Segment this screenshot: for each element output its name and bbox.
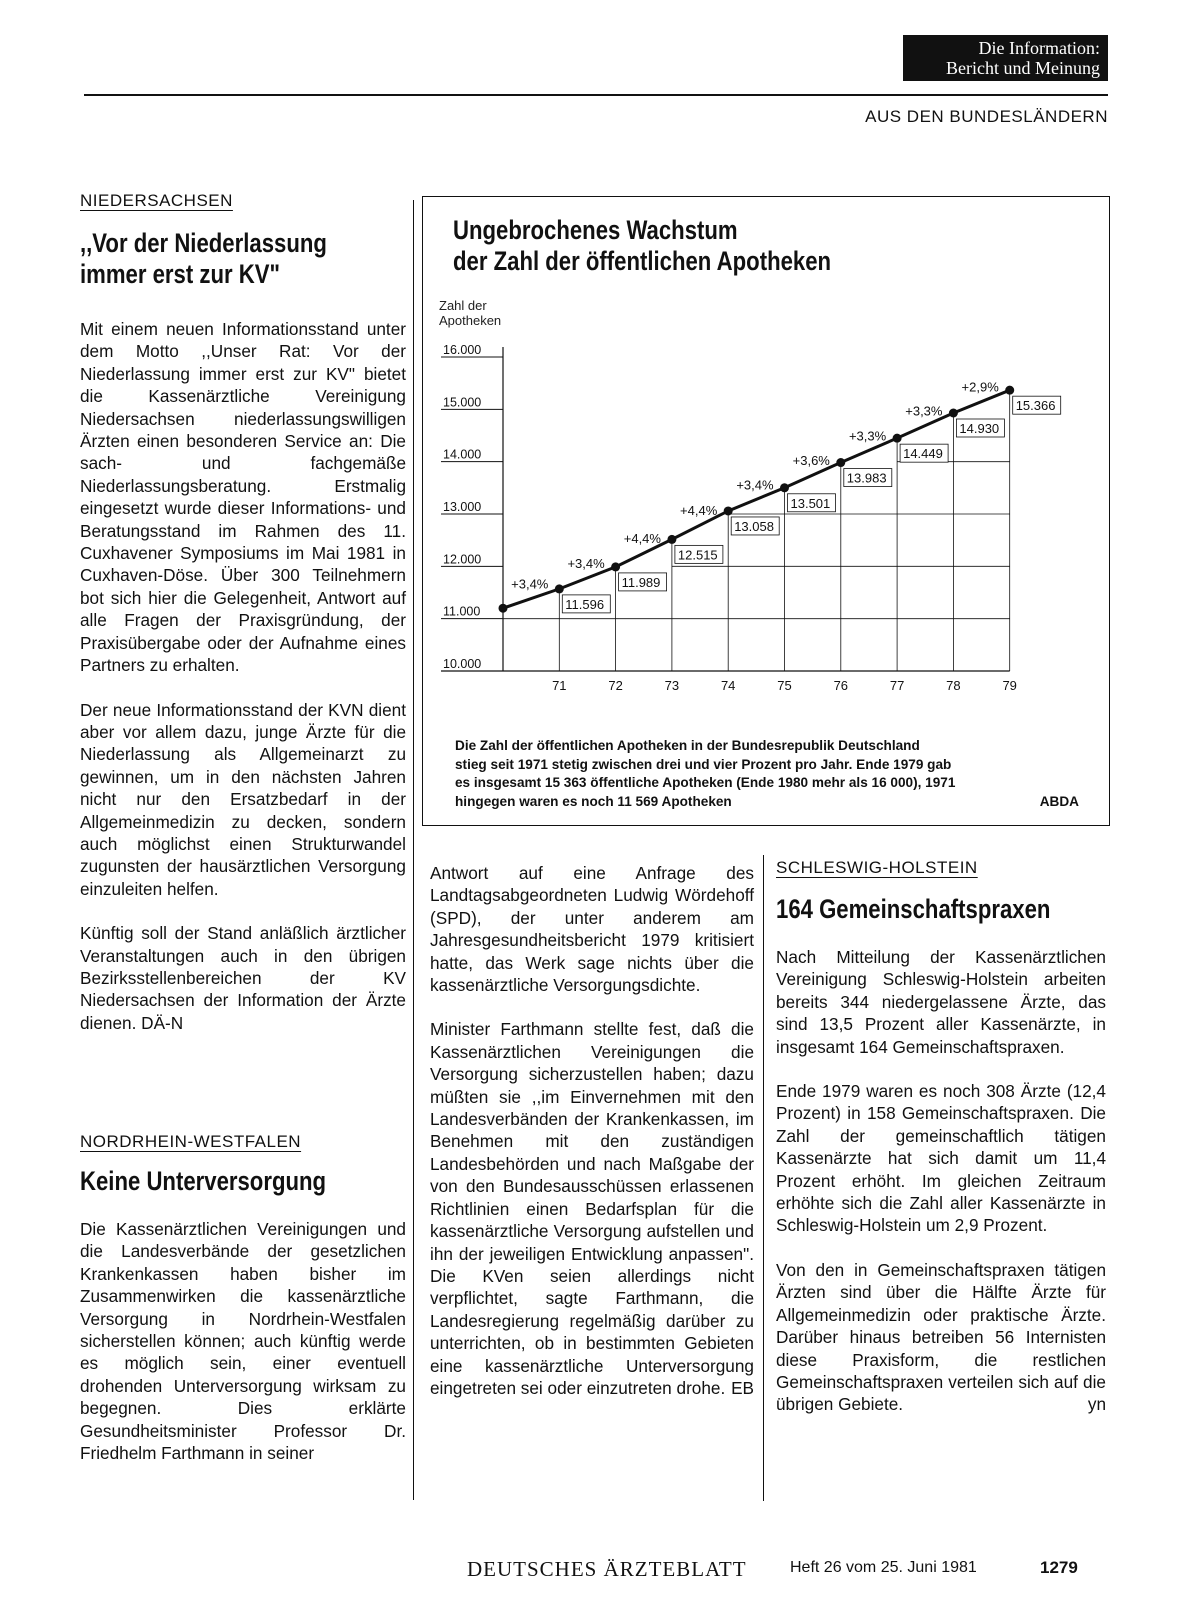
article-sh [776,946,1106,1416]
headline-niedersachsen [80,228,408,290]
chart-source: ABDA [1039,793,1079,809]
caption-line-4: hingegen waren es noch 11 569 Apotheken [455,793,732,809]
growth-label: +3,4% [736,477,774,493]
caption-line-2: stieg seit 1971 stetig zwischen drei und vier Prozent pro Jahr. Ende 1979 gab [455,756,952,772]
value-label: 13.983 [846,470,887,486]
header-rule [84,94,1108,96]
value-label: 12.515 [677,547,718,563]
data-point [667,535,676,544]
value-label: 13.058 [734,518,774,534]
y-tick-label: 15.000 [443,395,482,410]
growth-label: +3,4% [511,576,549,592]
paragraph: Die Kassenärztlichen Vereinigungen und die Landesverbände der gesetzlichen Krankenkassen haben bisher im Zusammenwirken die kassenärztliche Versorgung in Nordrhein-Westfalen sicherstellen können; auch künftig werde es möglich sein, einer eventuell drohenden Unterversorgung wirksam zu begegnen. Dies erklärte Gesundheitsminister Professor Dr. Friedhelm Farthmann in seiner [80,1219,406,1464]
value-label: 13.501 [790,495,831,511]
growth-label: +3,3% [848,428,887,444]
chart-caption [455,737,1079,811]
paragraph: Künftig soll der Stand anläßlich ärztlicher Veranstaltungen auch in den übrigen Bezirksstellenbereichen der KV Niedersachsen der Information der Ärzte dienen. DÄ-N [80,923,406,1033]
paragraph: Ende 1979 waren es noch 308 Ärzte (12,4 Prozent) in 158 Gemeinschaftspraxen. Die Zahl der gemeinschaftlich tätigen Kassenärzte hat sich damit um 11,4 Prozent erhöht. Im gleichen Zeitraum erhöhte sich die Zahl aller Kassenärzte in Schleswig-Holstein um 2,9 Prozent. [776,1081,1106,1236]
kicker-nrw: NORDRHEIN-WESTFALEN [80,1132,302,1151]
y-tick-label: 14.000 [443,447,482,462]
kicker-niedersachsen: NIEDERSACHSEN [80,191,233,210]
growth-label: +4,4% [680,503,718,519]
y-tick-label: 13.000 [443,500,482,514]
data-point [836,458,845,467]
caption-line-1: Die Zahl der öffentlichen Apotheken in der Bundesrepublik Deutschland [455,738,920,753]
paragraph: Der neue Informationsstand der KVN dient aber vor allem dazu, junge Ärzte für die Niederlassung als Allgemeinarzt zu gewinnen, um in den nächsten Jahren nicht nur den Ersatzbedarf in der Allgemeinmedizin zu decken, sondern auch möglichst einen Strukturwandel zugunsten der hausärztlichen Versorgung einzuleiten helfen. [80,699,406,899]
signature: EB [731,1377,754,1398]
chart-plot [423,197,1109,727]
data-point [611,562,620,571]
x-tick-label: 71 [552,678,567,693]
publication-name: DEUTSCHES ÄRZTEBLATT [467,1557,747,1581]
headline-line-1: ,,Vor der Niederlassung [80,228,327,258]
x-tick-label: 76 [833,678,849,693]
column-rule [413,200,414,1500]
value-label: 14.930 [959,420,1000,436]
column-rule [763,855,764,1501]
data-point [780,483,789,492]
data-point [893,434,902,443]
data-point [499,604,508,613]
growth-label: +3,6% [792,453,830,469]
y-axis-label-line-2: Apotheken [439,313,502,328]
data-point [949,408,958,417]
x-tick-label: 75 [777,678,792,693]
growth-label: +4,4% [623,531,661,547]
rubric-line-2: Bericht und Meinung [946,58,1100,78]
x-tick-label: 74 [720,678,736,693]
article-niedersachsen [80,318,406,1056]
headline-line-2: immer erst zur KV" [80,259,280,289]
chart-title-line-2: der Zahl der öffentlichen Apotheken [453,246,832,276]
growth-label: +3,3% [905,403,943,419]
series-line [503,390,1010,608]
y-tick-label: 10.000 [443,657,482,671]
paragraph [430,1018,754,1399]
growth-label: +3,4% [567,555,605,571]
rubric-line-1: Die Information: [978,38,1100,58]
page-number: 1279 [1040,1558,1078,1577]
growth-label: +2,9% [961,379,999,395]
paragraph: Nach Mitteilung der Kassenärztlichen Vereinigung Schleswig-Holstein arbeiten bereits 344 niedergelassene Ärzte, das sind 13,5 Prozent aller Kassenärzte, in insgesamt 164 Gemeinschaftspraxen. [776,947,1106,1057]
headline-sh: 164 Gemeinschaftspraxen [776,894,1051,924]
paragraph-text: Von den in Gemeinschaftspraxen tätigen Ärzten sind über die Hälfte Ärzte für Allgemeinmedizin oder praktische Ärzte. Darüber hinaus betreiben 56 Internisten diese Praxisform, die restlichen Gemeinschaftspraxen verteilen sich auf die übrigen Gebiete. [776,1259,1106,1415]
article-nrw-part1 [80,1218,406,1486]
data-point [555,584,564,593]
chart-box [422,196,1110,826]
section-title: AUS DEN BUNDESLÄNDERN [865,107,1108,126]
headline-nrw: Keine Unterversorgung [80,1166,327,1196]
data-point [1005,386,1014,395]
y-tick-label: 11.000 [443,604,481,619]
value-label: 14.449 [903,446,943,462]
chart-title-line-1: Ungebrochenes Wachstum [453,215,738,245]
kicker-sh: SCHLESWIG-HOLSTEIN [776,858,978,877]
signature: yn [1087,1394,1106,1415]
paragraph: Mit einem neuen Informationsstand unter dem Motto ,,Unser Rat: Vor der Niederlassung immer erst zur KV" bietet die Kassenärztliche Vereinigung Niedersachsen niederlassungswilligen Ärzten einen besonderen Service an: Die sach- und fachgemäße Niederlassungsberatung. Erstmalig eingesetzt wurde dieser Informations- und Beratungsstand im Rahmen des 11. Cuxhavener Symposiums im Mai 1981 in Cuxhaven-Döse. Über 300 Teilnehmern bot sich hier die Gelegenheit, Antwort auf alle Fragen der Praxisgründung, der Praxisübergabe oder der Aufnahme eines Partners zu erhalten. [80,319,406,676]
rubric-box [903,35,1108,81]
value-label: 15.366 [1015,398,1056,414]
value-label: 11.989 [621,574,661,590]
x-tick-label: 72 [608,678,623,693]
x-tick-label: 77 [889,678,905,693]
data-point [724,506,733,515]
x-tick-label: 73 [664,678,680,693]
article-nrw-part2 [430,862,754,1399]
value-label: 11.596 [565,596,605,612]
y-axis-label-line-1: Zahl der [439,298,487,313]
x-tick-label: 79 [1002,678,1017,693]
paragraph: Antwort auf eine Anfrage des Landtagsabgeordneten Ludwig Wördehoff (SPD), der unter anderem am Jahresgesundheitsbericht 1979 kritisiert hatte, das Werk sage nichts über die kassenärztliche Versorgungsdichte. [430,863,754,996]
paragraph [776,1259,1106,1416]
y-tick-label: 12.000 [443,552,482,567]
y-tick-label: 16.000 [443,343,482,357]
x-tick-label: 78 [946,678,961,693]
caption-line-3: es insgesamt 15 363 öffentliche Apotheken (Ende 1980 mehr als 16 000), 1971 [455,775,956,790]
paragraph-text: Minister Farthmann stellte fest, daß die Kassenärztlichen Vereinigungen die Versorgung sicherzustellen haben; dazu müßten sie ,,im Einvernehmen mit den Landesverbänden der Krankenkassen, im Benehmen mit den zuständigen Landesbehörden und nach Maßgabe der von den Bundesausschüssen erlassenen Richtlinien einen Bedarfsplan für die kassenärztliche Versorgung aufstellen und ihn der jeweiligen Entwicklung anpassen". Die KVen seien allerdings nicht verpflichtet, sagte Farthmann, die Landesregierung regelmäßig darüber zu unterrichten, ob in bestimmten Gebieten eine kassenärztliche Unterversorgung eingetreten sei oder einzutreten drohe. [430,1019,754,1398]
issue-info: Heft 26 vom 25. Juni 1981 [790,1559,977,1576]
